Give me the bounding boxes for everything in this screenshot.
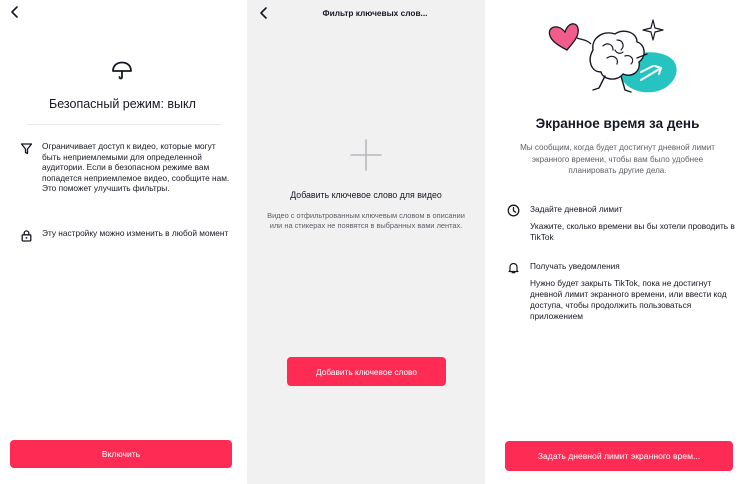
divider	[27, 124, 222, 125]
nav-title: Фильтр ключевых слов...	[322, 8, 428, 18]
safe-mode-screen	[0, 0, 245, 484]
set-daily-limit-button-label: Задать дневной лимит экранного врем...	[537, 451, 701, 461]
keyword-filter-screen	[247, 0, 485, 484]
clock-icon	[507, 204, 521, 222]
info-row-change	[20, 228, 232, 247]
back-icon[interactable]	[8, 5, 22, 19]
lock-icon	[20, 229, 34, 247]
daily-limit-label: Задайте дневной лимит	[530, 204, 623, 214]
set-daily-limit-button[interactable]	[505, 441, 733, 471]
notifications-item	[507, 261, 735, 279]
info-row-restrict	[20, 141, 232, 194]
info-text-change: Эту настройку можно изменить в любой момент	[42, 228, 229, 238]
umbrella-icon	[111, 60, 133, 87]
screen-time-screen	[495, 0, 740, 484]
brain-heart-illustration	[543, 10, 693, 110]
back-icon[interactable]	[257, 6, 271, 20]
page-title: Экранное время за день	[535, 116, 700, 131]
notifications-text: Нужно будет закрыть TikTok, пока не достигнут дневной лимит экранного времени, или ввести код доступа, чтобы продолжить пользоваться приложением	[530, 278, 727, 321]
info-text-restrict: Ограничивает доступ к видео, которые могут быть неприемлемыми для определенной аудитории. Если в безопасном режиме вам попадется неприемлемое видео, сообщите нам. Это поможет улучшить фильтры.	[42, 141, 230, 194]
page-title: Безопасный режим: выкл	[49, 97, 196, 111]
daily-limit-text: Укажите, сколько времени вы бы хотели проводить в TikTok	[530, 221, 735, 242]
empty-state-description: Видео с отфильтрованным ключевым словом в описании или на стикерах не появятся в выбранных вами лентах.	[267, 211, 465, 230]
filter-icon	[20, 142, 34, 194]
notifications-label: Получать уведомления	[530, 261, 620, 271]
page-subtitle: Мы сообщим, когда будет достигнут дневной лимит экранного времени, чтобы вам было удобнее планировать другие дела.	[520, 143, 715, 175]
enable-button[interactable]: Включить	[10, 440, 232, 468]
add-keyword-button[interactable]: Добавить ключевое слово	[287, 357, 446, 386]
daily-limit-item	[507, 204, 735, 222]
plus-icon[interactable]	[350, 139, 382, 176]
empty-state-heading: Добавить ключевое слово для видео	[290, 190, 442, 200]
bell-icon	[507, 261, 521, 279]
